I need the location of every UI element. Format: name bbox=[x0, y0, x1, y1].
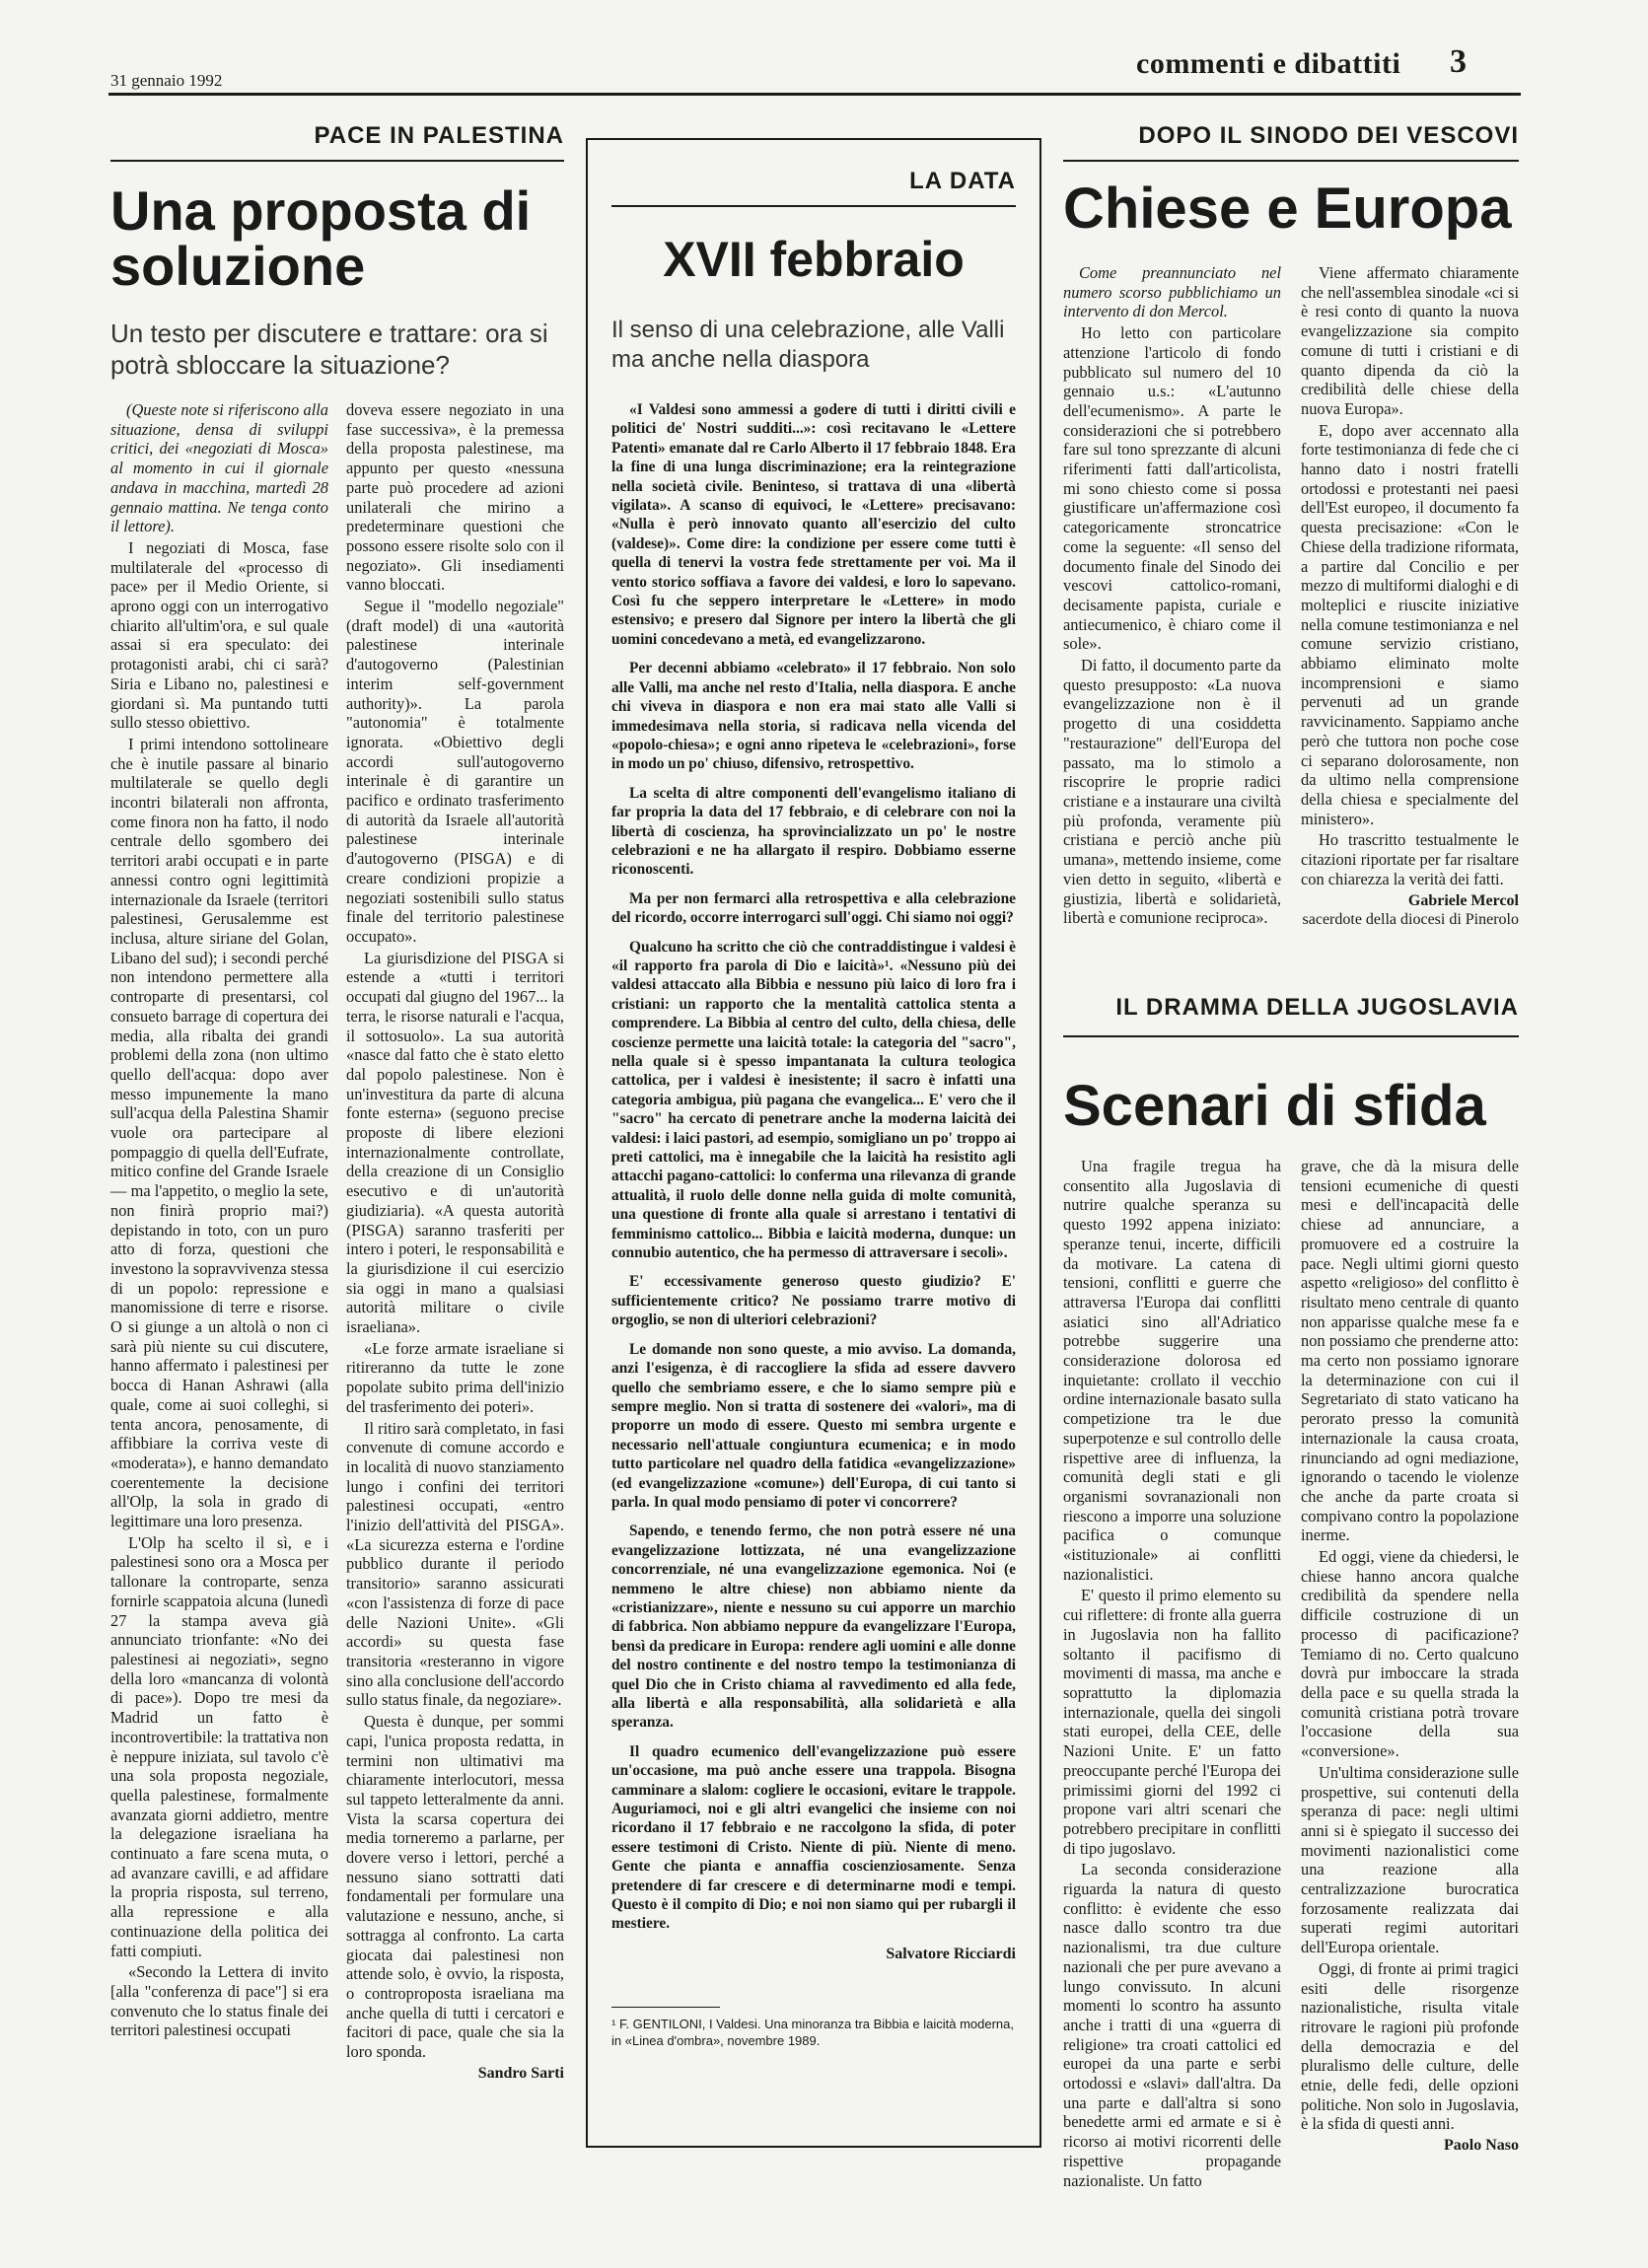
article-headline: Una proposta di soluzione bbox=[110, 179, 532, 297]
kicker-rule bbox=[1063, 1035, 1519, 1037]
paragraph: Di fatto, il documento parte da questo presupposto: «La nuova evangelizzazione non è il progetto di una cosiddetta "restaurazione" dell'Europa del passato, ma lo stimolo a riscoprire le proprie radici cristiane e a instaurare una civiltà più profonda, veramente più cristiana e perciò anche più umana», mettendo insieme, come vien detto in seguito, «libertà e giustizia, libertà e solidarietà, libertà e comunione reciproca». bbox=[1063, 656, 1281, 928]
paragraph: Le domande non sono queste, a mio avviso. La domanda, anzi l'esigenza, è di raccogliere la sfida ad essere davvero quello che sembriamo essere, e che lo siamo sempre più e sempre meglio. Non si tratta di sostenere dei «valori», ma di proporre un modo di essere. Questo mi sembra urgente e necessario nell'attuale congiuntura ecumenica; e in modo tutto particolare nel quadro della fatidica «evangelizzazione» (ed evangelizzazione «comune») dell'Europa, di cui tanto si parla. In qual modo pensiamo di poter vi concorrere? bbox=[611, 1340, 1016, 1511]
article-columns bbox=[1063, 1157, 1519, 2192]
paragraph: Sapendo, e tenendo fermo, che non potrà essere né una evangelizzazione lottizzata, né una evangelizzazione concorrenziale, né una evangelizzazione egemonica. Noi (e nemmeno le altre chiese) non abbiamo niente da «cristianizzare», niente e nessuno su cui apporre un marchio di fabbrica. Non abbiamo neppure da evangelizzare l'Europa, bensì da predicare in Europa: rendere agli uomini e alle donne del nostro continente e del nostro tempo la testimonianza di quel Dio che in Cristo chiama al ravvedimento ed alla fede, alla libertà e alla responsabilità, alla solidarietà e alla speranza. bbox=[611, 1523, 1016, 1732]
article-column-1 bbox=[110, 400, 328, 2083]
kicker-rule bbox=[611, 205, 1016, 207]
article-deck: Il senso di una celebrazione, alle Valli ma anche nella diaspora bbox=[611, 317, 1005, 373]
article-headline: Scenari di sfida bbox=[1063, 1074, 1486, 1138]
kicker-rule bbox=[110, 160, 564, 162]
paragraph: Il quadro ecumenico dell'evangelizzazione può essere un'occasione, ma può anche essere una trappola. Bisogna camminare a slalom: cogliere le occasioni, evitare le trappole. Auguriamoci, noi e gli altri evangelici che insieme con noi ricordano il 17 febbraio e ne raccolgono la sfida, di poter essere testimoni di Cristo. Niente di più. Niente di meno. Gente che pianta e annaffia coscienziosamente. Senza pretendere di far crescere e di determinarne modi e tempi. Questo è il compito di Dio; e noi non siamo qui per rubargli il mestiere. bbox=[611, 1742, 1016, 1933]
paragraph: Per decenni abbiamo «celebrato» il 17 febbraio. Non solo alle Valli, ma anche nel resto d'Italia, nella diaspora. E anche chi viveva in diaspora e non era mai stato alle Valli si immedesimava nella storia, si radicava nella vicenda del «popolo-chiesa»; e ogni anno ripeteva le «celebrazioni», forse in modo un po' chiuso, difensivo, retrospettivo. bbox=[611, 660, 1016, 773]
paragraph: Segue il "modello negoziale" (draft model) di una «autorità palestinese interinale d'autogoverno (Palestinian interim self-government authority)». La parola "autonomia" è totalmente ignorata. «Obiettivo degli accordi sull'autogoverno interinale è di garantire un pacifico e ordinato trasferimento di autorità da Israele all'autorità palestinese interinale d'autogoverno (PISGA) e di creare condizioni propizie a negoziati sostenibili sullo status finale del territorio palestinese occupato». bbox=[346, 597, 564, 946]
paragraph: Oggi, di fronte ai primi tragici esiti delle risorgenze nazionalistiche, risulta vitale ritrovare le ragioni più profonde della democrazia e del pluralismo delle culture, delle etnie, delle fedi, delle opzioni politiche. Non solo in Jugoslavia, è la sfida di questi anni. bbox=[1301, 1958, 1519, 2134]
paragraph: Una fragile tregua ha consentito alla Jugoslavia di nutrire qualche speranza su questo 1992 appena iniziato: speranze tenui, incerte, difficili da motivare. La catena di tensioni, conflitti e guerre che attraversa l'Europa dai conflitti asiatici sino all'Adriatico potrebbe suggerire una considerazione dolorosa ed inquietante: crollato il vecchio ordine internazionale basato sulla competizione tra le due superpotenze e sul controllo delle rispettive aree di influenza, la comunità degli stati e gli organismi sovranazionali non riescono a imporre una soluzione pacifica o comunque «istituzionale» ai conflitti nazionalistici. bbox=[1063, 1157, 1281, 1584]
article-pace-in-palestina bbox=[110, 122, 564, 2083]
header-page-number: 3 bbox=[1450, 43, 1467, 80]
paragraph: Ho letto con particolare attenzione l'articolo di fondo pubblicato sul numero del 10 gennaio u.s.: «L'autunno dell'ecumenismo». A parte le considerazioni che si potrebbero fare sul tono sprezzante di alcuni riferimenti fatti dall'articolista, mi sono chiesto come si possa giustificare un'affermazione così categoricamente stroncatrice come la seguente: «Il senso del documento finale del Sinodo dei vescovi cattolico-romani, decisamente papista, curiale e antiecumenico, è chiaro come il sole». bbox=[1063, 323, 1281, 654]
paragraph: E, dopo aver accennato alla forte testimonianza di fede che ci hanno dato i nostri fratelli ortodossi e protestanti nei paesi dell'Est europeo, il documento fa questa precisazione: «Con le Chiese della tradizione riformata, a partire dal Concilio e per mezzo di multiformi dialoghi e di molteplici e riuscite iniziative nella comune testimonianza e nel comune servizio cristiano, abbiamo eliminato molte incomprensioni e siamo pervenuti ad un grande ravvicinamento. Sappiamo anche però che tuttora non poche cose ci separano dolorosamente, non da ultimo nella comprensione della chiesa e specialmente del ministero». bbox=[1301, 420, 1519, 828]
paragraph: Ma per non fermarci alla retrospettiva e alla celebrazione del ricordo, occorre interrogarci sull'oggi. Chi siamo noi oggi? bbox=[611, 889, 1016, 927]
author-role: sacerdote della diocesi di Pinerolo bbox=[1302, 911, 1519, 929]
paragraph: Questa è dunque, per sommi capi, l'unica proposta redatta, in termini non ultimativi ma chiaramente interlocutori, messa sul tappeto letteralmente da anni. Vista la scarsa copertura dei media torneremo a parlarne, per dovere verso i lettori, perché a nessuno siano sottratti dati fondamentali per formulare una valutazione e nessuno, anche, si sottragga al confronto. La carta giocata dai palestinesi non attende solo, è ovvio, la risposta, o controproposta israeliana ma anche quella di tutti i cercatori e facitori di pace, quale che sia la loro sponda. bbox=[346, 1712, 564, 2062]
paragraph: La giurisdizione del PISGA si estende a «tutti i territori occupati dal giugno del 1967... la terra, le risorse naturali e l'acqua, il sottosuolo». La sua autorità «nasce dal fatto che è stato eletto dal popolo palestinese. Non è un'investitura da parte di alcuna fonte esterna» (seguono precise proposte di libere elezioni internazionalmente controllate, della creazione di un Consiglio esecutivo e di un'autorità giudiziaria). «A questa autorità (PISGA) saranno trasferiti per intero i poteri, le responsabilità e la giurisdizione il cui esercizio sia oggi in mano a qualsiasi autorità militare o civile israeliana». bbox=[346, 948, 564, 1337]
paragraph: La scelta di altre componenti dell'evangelismo italiano di far propria la data del 17 febbraio, e di celebrare con noi la libertà di coscienza, ha sprovincializzato un po' le nostre celebrazioni e ne ha allargato il respiro. Dobbiamo esserne riconoscenti. bbox=[611, 784, 1016, 879]
paragraph: «I Valdesi sono ammessi a godere di tutti i diritti civili e politici de' Nostri sudditi...»: così recitavano le «Lettere Patenti» emanate dal re Carlo Alberto il 17 febbraio 1848. Era la fine di una lunga discriminazione; era la reintegrazione nella società civile. Beninteso, si trattava di una «libertà vigilata». A scanso di equivoci, le «Lettere» precisavano: «Nulla è però innovato quanto all'esercizio del culto (valdese)». Come dire: la condizione per essere come tutti è quella di tenervi la vostra fede strettamente per voi. Ma il vento storico soffiava a favore dei valdesi, e loro lo sapevano. Così fu che seppero interpretare le «Lettere» in modo estensivo; e presero dal Signore per intero la libertà che gli uomini concedevano a metà, ed evangelizzarono. bbox=[611, 401, 1016, 648]
author-signature: Paolo Naso bbox=[1444, 2137, 1519, 2155]
header-rule bbox=[108, 93, 1521, 96]
paragraph: Viene affermato chiaramente che nell'assemblea sinodale «ci si è resi conto di quanto la nuova evangelizzazione sia compito comune di tutti i cristiani e di quanto dipenda da ciò la credibilità delle chiese della nuova Europa». bbox=[1301, 263, 1519, 418]
paragraph: Un'ultima considerazione sulle prospettive, sui contenuti della speranza di pace: negli ultimi anni si è spiegato il successo dei movimenti nazionalistici come una reazione alla centralizzazione burocratica forzosamente realizzata dai superati regimi autoritari dell'Europa orientale. bbox=[1301, 1762, 1519, 1957]
paragraph: «Secondo la Lettera di invito [alla "conferenza di pace"] si era convenuto che lo status finale dei territori palestinesi occupati bbox=[110, 1962, 328, 2040]
article-column-2 bbox=[1301, 1157, 1519, 2192]
paragraph: E' eccessivamente generoso questo giudizio? E' sufficientemente critico? Ne possiamo trarre motivo di orgoglio, se non di ulteriori celebrazioni? bbox=[611, 1273, 1016, 1329]
editorial-note: Come preannunciato nel numero scorso pubblichiamo un intervento di don Mercol. bbox=[1063, 263, 1281, 321]
paragraph: doveva essere negoziato in una fase successiva», è la premessa della proposta palestinese, ma appunto per questo «nessuna parte può procedere ad azioni unilaterali che mirino a predeterminare questioni che possono essere risolte solo con il negoziato». Gli insediamenti vanno bloccati. bbox=[346, 400, 564, 595]
author-signature: Gabriele Mercol bbox=[1407, 891, 1519, 909]
paragraph: Ed oggi, viene da chiedersi, le chiese hanno ancora qualche credibilità da spendere nella difficile costruzione di un processo di pacificazione? Temiamo di no. Certo qualcuno dovrà pur imboccare la strada della pace e su quella strada la comunità cristiana potrà trovare l'occasione della sua «conversione». bbox=[1301, 1547, 1519, 1761]
article-column-2 bbox=[1301, 263, 1519, 930]
article-column-1 bbox=[1063, 263, 1281, 930]
paragraph: I primi intendono sottolineare che è inutile passare al binario multilaterale se quello degli incontri bilaterali non affronta, come finora non ha fatto, il nodo centrale dello sgombero dei territori arabi occupati e in parte annessi contro ogni legittimità internazionale da Israele (territori palestinesi, Gerusalemme est inclusa, alture siriane del Golan, Libano del sud); i secondi perché non intendono permettere alla controparte di presentarsi, col consueto barrage di copertura dei media, alla ribalta dei grandi problemi della zona (non ultimo quello dell'acqua: dopo aver messo impunemente la mano sull'acqua della Palestina Shamir vuole ora partecipare al pompaggio di quella dell'Eufrate, mitico confine del Grande Israele — ma l'appetito, o meglio la sete, non finirà proprio mai?) depistando in toto, con un puro atto di forza, questioni che investono la sopravvivenza stessa di un popolo: repressione e manomissione di terre e risorse. O si giunge a un altolà o non ci sarà più niente su cui discutere, hanno affermato i palestinesi per bocca di Hanan Ashrawi (alla quale, come ai suoi colleghi, si tenta ancora, penosamente, di affibbiare la corriva veste di «moderata»), e hanno demandato coerentemente la decisione all'Olp, la sola in grado di legittimare una loro presenza. bbox=[110, 734, 328, 1531]
paragraph: Ho trascritto testualmente le citazioni riportate per far risaltare con chiarezza la verità dei fatti. bbox=[1301, 830, 1519, 888]
paragraph: Il ritiro sarà completato, in fasi convenute di comune accordo e in località di nuovo stanziamento lungo i confini dei territori palestinesi occupati, «entro l'inizio dell'attività del PISGA». «La sicurezza esterna e l'ordine pubblico durante il periodo transitorio» saranno assicurati «con l'assistenza di forze di pace delle Nazioni Unite». «Gli accordi» su questa fase transitoria «resteranno in vigore sino alla conclusione dell'accordo sullo status finale, da negoziare». bbox=[346, 1418, 564, 1710]
footnote: ¹ F. GENTILONI, I Valdesi. Una minoranza tra Bibbia e laicità moderna, in «Linea d'ombra», novembre 1989. bbox=[611, 2016, 1014, 2048]
article-kicker: PACE IN PALESTINA bbox=[314, 122, 564, 149]
editorial-note: (Queste note si riferiscono alla situazione, densa di sviluppi critici, dei «negoziati di Mosca» al momento in cui il giornale andava in macchina, martedì 28 gennaio mattina. Ne tenga conto il lettore). bbox=[110, 400, 328, 536]
article-kicker: DOPO IL SINODO DEI VESCOVI bbox=[1138, 122, 1519, 149]
article-headline: XVII febbraio bbox=[663, 232, 965, 287]
article-columns bbox=[1063, 263, 1519, 930]
paragraph: grave, che dà la misura delle tensioni ecumeniche di questi mesi e dell'incapacità delle chiese ad annunciare, a promuovere ed a costruire la pace. Negli ultimi giorni questo aspetto «religioso» del conflitto è risultato meno centrale di quanto non apparisse qualche mese fa e non possiamo che prenderne atto: ma certo non possiamo ignorare la determinazione con cui il Segretariato di stato vaticano ha perorato presso la comunità internazionale la causa croata, rinunciando ad ogni mediazione, ignorando o tacendo le violenze che anche da parte croata si compivano contro la popolazione inerme. bbox=[1301, 1157, 1519, 1545]
paragraph: «Le forze armate israeliane si ritireranno da tutte le zone popolate subito prima dell'inizio del trasferimento dei poteri». bbox=[346, 1338, 564, 1416]
article-column-1 bbox=[1063, 1157, 1281, 2192]
article-deck: Un testo per discutere e trattare: ora si potrà sbloccare la situazione? bbox=[110, 319, 548, 380]
article-body bbox=[611, 400, 1016, 1934]
header-date: 31 gennaio 1992 bbox=[110, 71, 223, 90]
header-section-title: commenti e dibattiti bbox=[1136, 47, 1401, 80]
article-column-2 bbox=[346, 400, 564, 2083]
author-signature: Salvatore Ricciardi bbox=[886, 1945, 1016, 1962]
paragraph: Qualcuno ha scritto che ciò che contraddistingue i valdesi è «il rapporto fra parola di Dio e laicità»¹. «Nessuno più dei valdesi attaccato alla Bibbia e nessuno più laico di loro fra i cristiani: un rapporto che la mentalità cattolica stenta a comprendere. La Bibbia al centro del culto, della chiesa, delle coscienze permette una laicità totale: la categoria del "sacro", nella quale si è spesso impantanata la cultura teologica cattolica, per i valdesi è inesistente; il sacro è infatti una categoria ambigua, più pagana che evangelica... E' vero che il "sacro" ha cercato di penetrare anche la moderna laicità dei valdesi: i laici pastori, ad esempio, somigliano un po' troppo ai preti cattolici, ma è innegabile che la laicità ha resistito agli attacchi pagano-cattolici: lo conferma una rilevanza di grande attualità, il ruolo delle donne nella guida di molte comunità, una questione di fronte alla quale si arrestano i tentativi di femminismo cattolico... Bibbia e laicità moderna, dunque: un connubio autentico, che ha permesso di attraversare i secoli». bbox=[611, 938, 1016, 1262]
footnote-rule bbox=[611, 2007, 720, 2008]
kicker-rule bbox=[1063, 160, 1519, 162]
author-signature: Sandro Sarti bbox=[477, 2064, 564, 2082]
article-chiese-e-europa bbox=[1063, 122, 1519, 930]
article-kicker: IL DRAMMA DELLA JUGOSLAVIA bbox=[1115, 994, 1519, 1021]
article-headline: Chiese e Europa bbox=[1063, 177, 1512, 241]
article-columns bbox=[110, 400, 564, 2083]
article-kicker: LA DATA bbox=[909, 168, 1016, 194]
article-scenari-di-sfida bbox=[1063, 994, 1519, 2192]
paragraph: I negoziati di Mosca, fase multilaterale del «processo di pace» per il Medio Oriente, si aprono oggi con un interrogativo chiarito all'ultim'ora, e sul quale assai si era speculato: dei protagonisti arabi, chi ci sarà? Siria e Libano no, palestinesi e giordani sì. Ma puntando tutti sullo stesso obiettivo. bbox=[110, 537, 328, 733]
paragraph: E' questo il primo elemento su cui riflettere: di fronte alla guerra in Jugoslavia non ha fallito soltanto il pacifismo di movimenti di massa, ma anche e soprattutto la diplomazia internazionale, quella dei singoli stati europei, della CEE, delle Nazioni Unite. E' un fatto preoccupante perché l'Europa dei primissimi giorni del 1992 ci propone vari altri scenari che potrebbero precipitare in conflitti di tipo jugoslavo. bbox=[1063, 1586, 1281, 1858]
article-la-data-box bbox=[586, 138, 1041, 2148]
paragraph: L'Olp ha scelto il sì, e i palestinesi sono ora a Mosca per tallonare la controparte, senza fornirle scappatoia alcuna (lunedì 27 la stampa aveva già annunciato trionfante: «No dei palestinesi ai negoziati», segno della loro «mancanza di volontà di pace»). Dopo tre mesi da Madrid un fatto è incontrovertibile: la trattativa non è neppure iniziata, sul tavolo c'è una sola proposta negoziale, quella palestinese, formalmente avanzata giorni addietro, mentre la delegazione israeliana ha continuato a fare scena muta, o ad avanzare cavilli, e ad affidare la propria risposta, sul terreno, alla repressione e alla continuazione della politica dei fatti compiuti. bbox=[110, 1532, 328, 1960]
paragraph: La seconda considerazione riguarda la natura di questo conflitto: è evidente che esso nasce dallo scontro tra due nazionalismi, tra due culture nazionali che per pure avevano a lungo convissuto. In alcuni momenti lo scontro ha assunto anche i tratti di una «guerra di religione» tra croati cattolici ed europei da una parte e serbi ortodossi e «slavi» dall'altra. Da una parte e dall'altra si sono benedette armi ed armate e si è ricorso ai motivi ricorrenti delle rispettive propagande nazionaliste. Un fatto bbox=[1063, 1860, 1281, 2190]
